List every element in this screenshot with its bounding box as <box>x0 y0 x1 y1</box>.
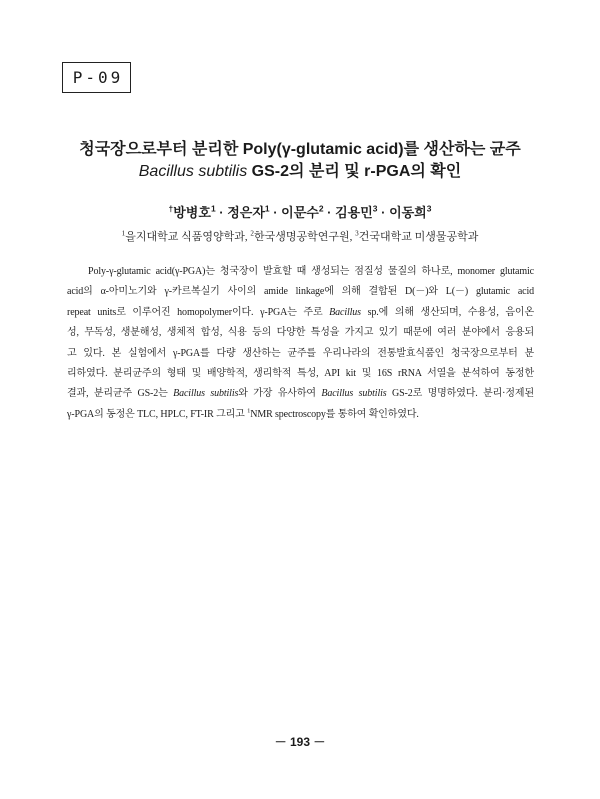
italic-text: Bacillus subtilis <box>321 388 387 400</box>
text-segment: 결과, 분리균주 GS-2는 <box>67 388 174 400</box>
italic-text: Bacillus <box>329 306 361 318</box>
affiliation-list <box>0 229 600 245</box>
affiliation-number: 1 <box>121 229 126 238</box>
text-segment: GS-2의 분리 및 r-PGA의 확인 <box>247 163 462 180</box>
abstract-line <box>67 282 534 302</box>
text-segment: Poly-γ-glutamic acid(γ-PGA)는 청국장이 발효할 때 생성되는 점질성 물질의 하나로, monomer glutamic <box>88 266 534 277</box>
affiliation-number: 3 <box>355 229 359 238</box>
abstract-body <box>67 262 534 425</box>
italic-text: Bacillus subtilis <box>138 163 248 180</box>
author-affiliation-number: 1 <box>210 203 216 214</box>
abstract-line <box>67 405 534 425</box>
author-name: 이동희 <box>389 205 427 220</box>
affiliation-name: 건국대학교 미생물공학과 <box>358 231 479 243</box>
author-separator: · <box>377 205 390 220</box>
affiliation-name: 을지대학교 식품영양학과 <box>125 231 245 243</box>
text-segment: GS-2로 명명하였다. 분리·정제된 <box>386 388 534 400</box>
affiliation-separator: , <box>244 231 251 243</box>
text-segment: γ-PGA의 동정은 TLC, HPLC, FT-IR 그리고 <box>67 408 248 420</box>
text-segment: 와 가장 유사하여 <box>238 388 322 400</box>
author-separator: · <box>269 205 282 220</box>
text-segment: repeat units로 이루어진 homopolymer이다. γ-PGA는 주로 <box>67 306 330 318</box>
superscript-text: 1 <box>247 407 251 415</box>
author-separator: · <box>323 205 336 220</box>
text-segment: NMR spectroscopy를 통하여 확인하였다. <box>250 408 419 420</box>
text-segment: sp.에 의해 생산되며, 수용성, 음이온 <box>360 306 534 318</box>
affiliation-number: 2 <box>250 229 254 238</box>
text-segment: 청국장으로부터 분리한 Poly(γ-glutamic acid)를 생산하는 균주 <box>79 141 521 158</box>
abstract-line <box>67 384 534 404</box>
abstract-line <box>67 303 534 323</box>
author-affiliation-number: 3 <box>426 203 432 214</box>
author-list <box>0 204 600 222</box>
author-name: 김용민 <box>335 205 373 220</box>
text-segment: 리하였다. 분리균주의 형태 및 배양학적, 생리학적 특성, API kit 및 16S rRNA 서열을 분석하여 동정한 <box>67 368 534 380</box>
author-affiliation-number: 1 <box>264 203 270 214</box>
session-code: P-09 <box>72 68 124 87</box>
affiliation-name: 한국생명공학연구원 <box>253 231 350 243</box>
paper-title <box>0 139 600 183</box>
abstract-line <box>67 364 534 384</box>
author-name: 방병호 <box>173 205 211 220</box>
author-name: 이문수 <box>281 205 319 220</box>
italic-text: Bacillus subtilis <box>173 388 239 400</box>
page-number: － 193 － <box>274 735 326 749</box>
title-line-2 <box>0 161 600 183</box>
text-segment: 성, 무독성, 생분해성, 생체적 합성, 식용 등의 다양한 특성을 가지고 있기 때문에 여러 분야에서 응용되 <box>67 327 534 339</box>
session-code-box <box>62 62 131 93</box>
title-line-1 <box>0 139 600 161</box>
author-affiliation-number: 2 <box>318 203 324 214</box>
abstract-line <box>67 262 534 282</box>
affiliation-separator: , <box>349 231 356 243</box>
author-affiliation-number: 3 <box>372 203 378 214</box>
abstract-line <box>67 344 534 364</box>
corresponding-author-mark: † <box>168 203 174 214</box>
author-name: 정은자 <box>227 205 265 220</box>
author-separator: · <box>215 205 228 220</box>
text-segment: acid의 α-아미노기와 γ-카르복실기 사이의 amide linkage에 의해 결합된 D(－)와 L(－) glutamic acid <box>67 286 534 298</box>
text-segment: 고 있다. 본 실험에서 γ-PGA를 다량 생산하는 균주를 우리나라의 전통발효식품인 청국장으로부터 분 <box>67 347 534 359</box>
abstract-line <box>67 323 534 343</box>
